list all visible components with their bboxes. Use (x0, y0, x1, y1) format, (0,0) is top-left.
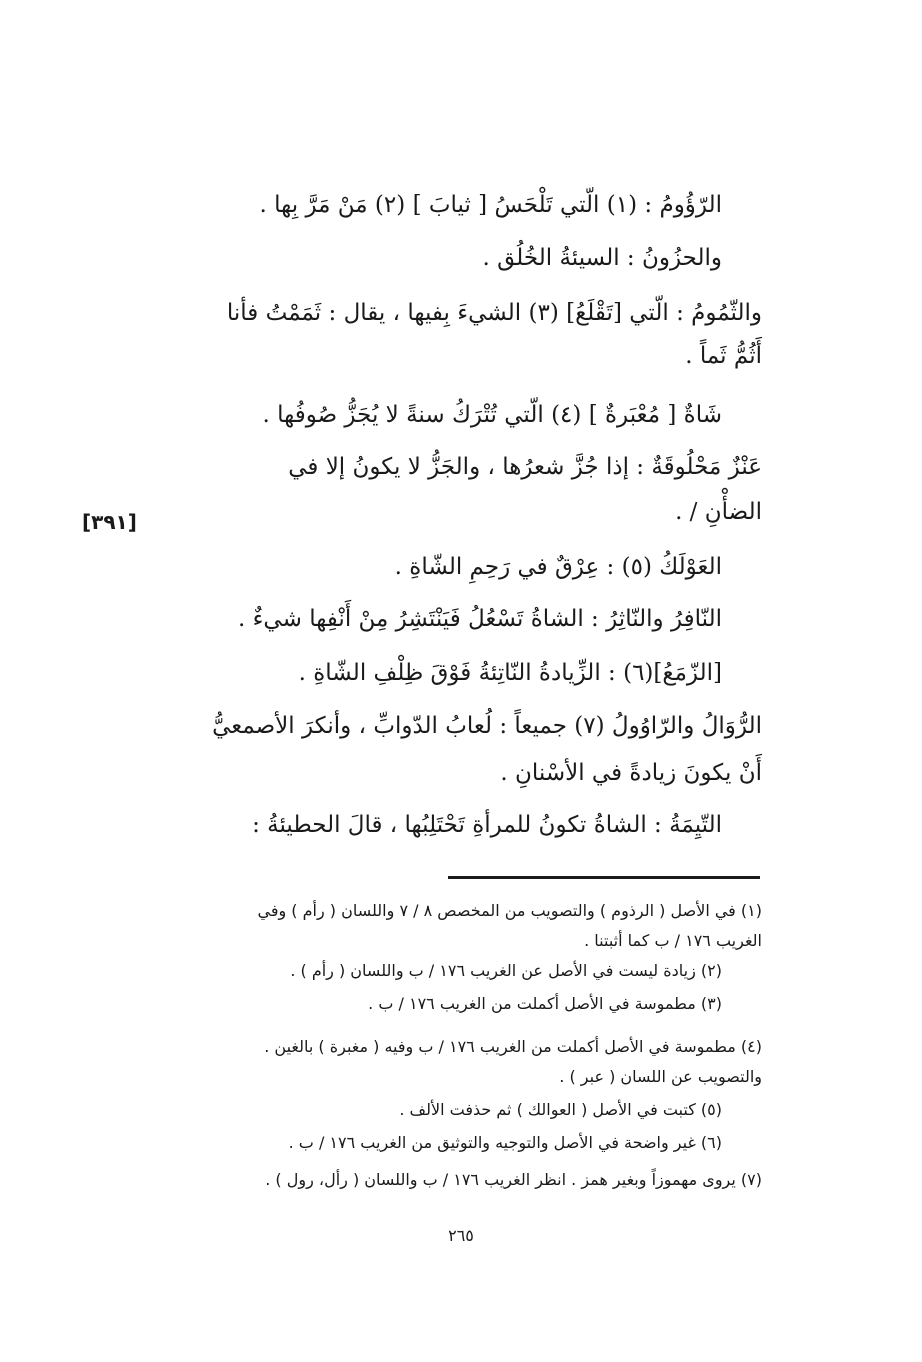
body-line: أَثُمُّ ثَماً . (685, 343, 762, 369)
footnote-line: (٢) زيادة ليست في الأصل عن الغريب ١٧٦ / ب واللسان ( رأم ) . (290, 961, 722, 980)
body-line: الرّؤُومُ : (١) الّتي تَلْحَسُ [ ثيابَ ] (٢) مَنْ مَرَّ بِها . (259, 192, 722, 218)
footnote-separator (448, 876, 760, 879)
body-line: والحزُونُ : السيئةُ الخُلُق . (482, 245, 722, 271)
footnote-line: (٤) مطموسة في الأصل أكملت من الغريب ١٧٦ / ب وفيه ( مغبرة ) بالغين . (264, 1037, 762, 1056)
footnote-line: (٣) مطموسة في الأصل أكملت من الغريب ١٧٦ / ب . (368, 994, 722, 1013)
footnote-line: (٥) كتبت في الأصل ( العوالك ) ثم حذفت الألف . (399, 1100, 722, 1119)
footnote-line: (٧) يروى مهموزاً وبغير همز . انظر الغريب ١٧٦ / ب واللسان ( رأل، رول ) . (265, 1170, 762, 1189)
body-line: العَوْلَكُ (٥) : عِرْقٌ في رَحِمِ الشّاةِ . (394, 554, 722, 580)
body-line: والثّمُومُ : الّتي [تَقْلَعُ] (٣) الشيءَ بِفيها ، يقال : ثَمَمْتُ فأنا (226, 300, 762, 326)
footnote-line: والتصويب عن اللسان ( عبر ) . (559, 1067, 762, 1086)
body-line: التّيِمَةُ : الشاةُ تكونُ للمرأةِ تَحْتَلِبُها ، قالَ الحطيئةُ : (252, 812, 722, 838)
body-line: عَنْزٌ مَحْلُوقَةٌ : إذا جُزَّ شعرُها ، والجَزُّ لا يكونُ إلا في (288, 454, 762, 480)
body-line: [الزّمَعُ](٦) : الزِّيادةُ النّاتِئةُ فَوْقَ ظِلْفِ الشّاةِ . (298, 660, 722, 686)
body-line: أَنْ يكونَ زيادةً في الأسْنانِ . (500, 760, 762, 786)
body-line: الضأْنِ / . (675, 499, 762, 525)
body-line: الرُّوَالُ والرّاوُولُ (٧) جميعاً : لُعابُ الدّوابِّ ، وأنكرَ الأصمعيُّ (212, 713, 762, 739)
footnote-line: (١) في الأصل ( الرذوم ) والتصويب من المخصص ٨ / ٧ واللسان ( رأم ) وفي (257, 901, 762, 920)
body-line: النّافِرُ والنّاثِرُ : الشاةُ تَسْعُلُ فَيَنْتَشِرُ مِنْ أَنْفِها شيءٌ . (238, 606, 722, 632)
footnote-line: (٦) غير واضحة في الأصل والتوجيه والتوثيق من الغريب ١٧٦ / ب . (288, 1133, 722, 1152)
margin-reference: [٣٩١] (82, 510, 137, 534)
footnote-line: الغريب ١٧٦ / ب كما أثبتنا . (584, 931, 762, 950)
page-number: ٢٦٥ (448, 1226, 474, 1245)
body-line: شَاةٌ [ مُعْبَرةٌ ] (٤) الّتي تُتْرَكُ سنةً لا يُجَزُّ صُوفُها . (262, 402, 722, 428)
